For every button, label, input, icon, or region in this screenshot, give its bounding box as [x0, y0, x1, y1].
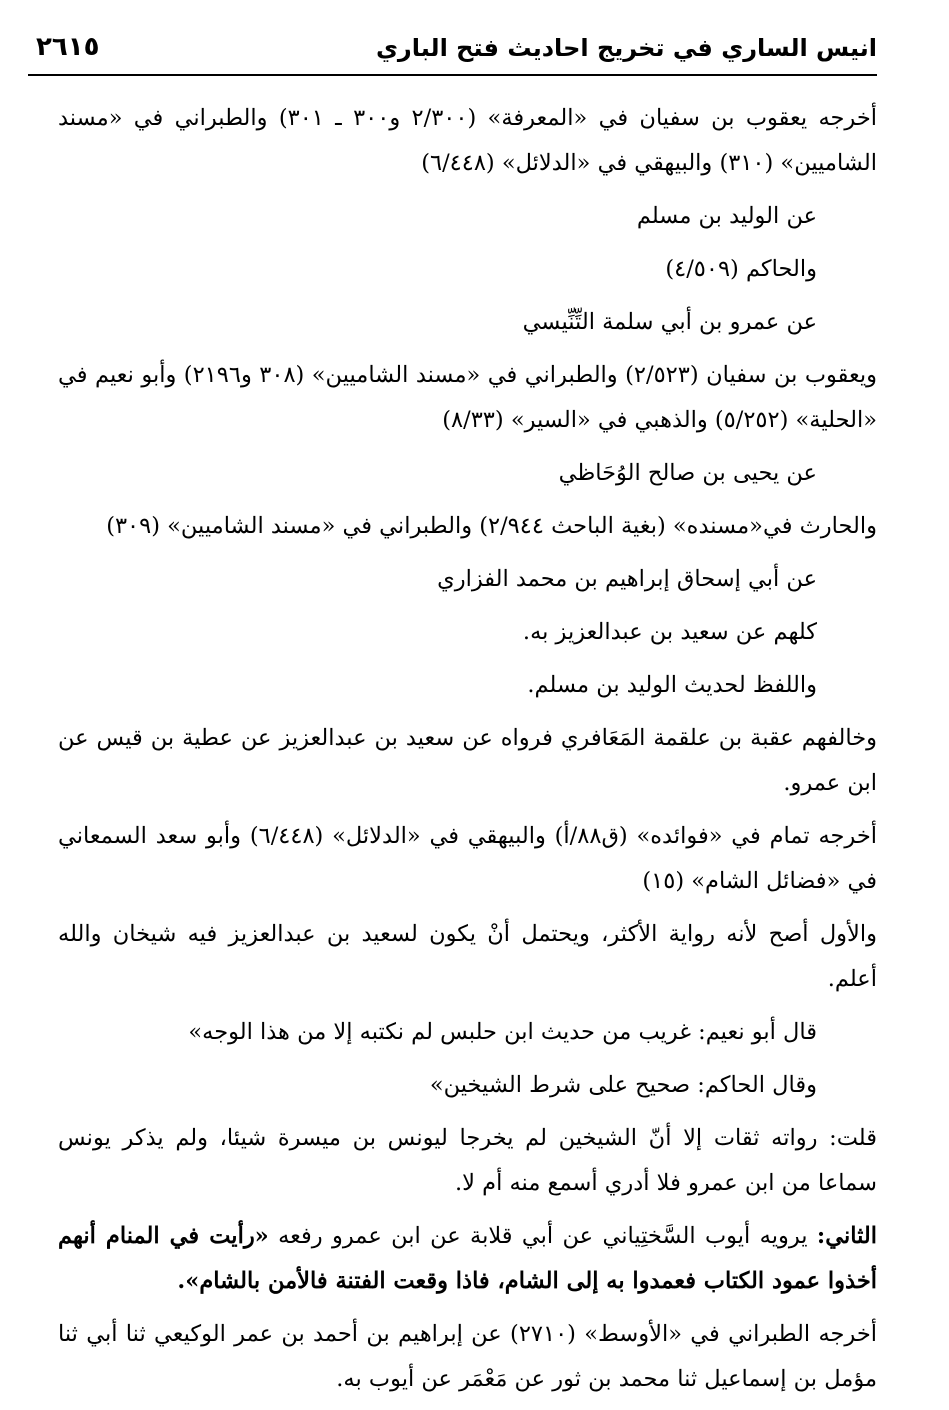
paragraph: كلهم عن سعيد بن عبدالعزيز به. — [522, 619, 817, 645]
paragraph: أخرجه الطبراني في «الأوسط» (٢٧١٠) عن إبراهيم بن أحمد بن عمر الوكيعي ثنا أبي ثنا مؤمل بن إسماعيل ثنا محمد بن ثور عن مَعْمَر عن أيوب به. — [58, 1321, 877, 1392]
paragraph: عن أبي إسحاق إبراهيم بن محمد الفزاري — [437, 566, 817, 592]
section-label: الثاني: — [816, 1223, 877, 1249]
paragraph: وقال الحاكم: صحيح على شرط الشيخين» — [429, 1072, 817, 1098]
paragraph: عن الوليد بن مسلم — [636, 203, 817, 229]
paragraph: والحارث في«مسنده» (بغية الباحث ٢/٩٤٤) والطبراني في «مسند الشاميين» (٣٠٩) — [106, 513, 877, 539]
paragraph: أخرجه يعقوب بن سفيان في «المعرفة» (٢/٣٠٠ و٣٠٠ ـ ٣٠١) والطبراني في «مسند الشاميين» (٣١٠) والبيهقي في «الدلائل» (٦/٤٤٨) — [58, 105, 877, 176]
paragraph-text: يرويه أيوب السَّختِياني عن أبي قلابة عن ابن عمرو رفعه — [268, 1223, 817, 1249]
paragraph: قال أبو نعيم: غريب من حديث ابن حلبس لم نكتبه إلا من هذا الوجه» — [188, 1019, 817, 1045]
main-text — [58, 96, 877, 1410]
book-title: انيس الساري في تخريج احاديث فتح الباري — [375, 34, 877, 62]
hadith-text: «رأيت في المنام أنهم أخذوا عمود الكتاب فعمدوا به إلى الشام، فاذا وقعت الفتنة فالأمن بالشام». — [58, 1223, 877, 1294]
paragraph: والحاكم (٤/٥٠٩) — [665, 256, 817, 282]
paragraph: عن يحيى بن صالح الوُحَاظي — [558, 460, 817, 486]
paragraph: قلت: رواته ثقات إلا أنّ الشيخين لم يخرجا ليونس بن ميسرة شيئا، ولم يذكر يونس سماعا من ابن عمرو فلا أدري أسمع منه أم لا. — [58, 1125, 877, 1196]
paragraph — [58, 1214, 877, 1304]
paragraph: عن عمرو بن أبي سلمة التِّنِّيسي — [522, 309, 817, 335]
page-number: ٢٦١٥ — [36, 32, 100, 62]
page-header — [28, 30, 877, 76]
paragraph: واللفظ لحديث الوليد بن مسلم. — [527, 672, 817, 698]
paragraph: ويعقوب بن سفيان (٢/٥٢٣) والطبراني في «مسند الشاميين» (٣٠٨ و٢١٩٦) وأبو نعيم في «الحلية» (٥/٢٥٢) والذهبي في «السير» (٨/٣٣) — [58, 362, 877, 433]
paragraph: وخالفهم عقبة بن علقمة المَعَافري فرواه عن سعيد بن عبدالعزيز عن عطية بن قيس عن ابن عمرو. — [58, 725, 877, 796]
paragraph: أخرجه تمام في «فوائده» (ق٨٨/أ) والبيهقي في «الدلائل» (٦/٤٤٨) وأبو سعد السمعاني في «فضائل الشام» (١٥) — [58, 823, 877, 894]
paragraph: والأول أصح لأنه رواية الأكثر، ويحتمل أنْ يكون لسعيد بن عبدالعزيز فيه شيخان والله أعلم. — [58, 921, 877, 992]
